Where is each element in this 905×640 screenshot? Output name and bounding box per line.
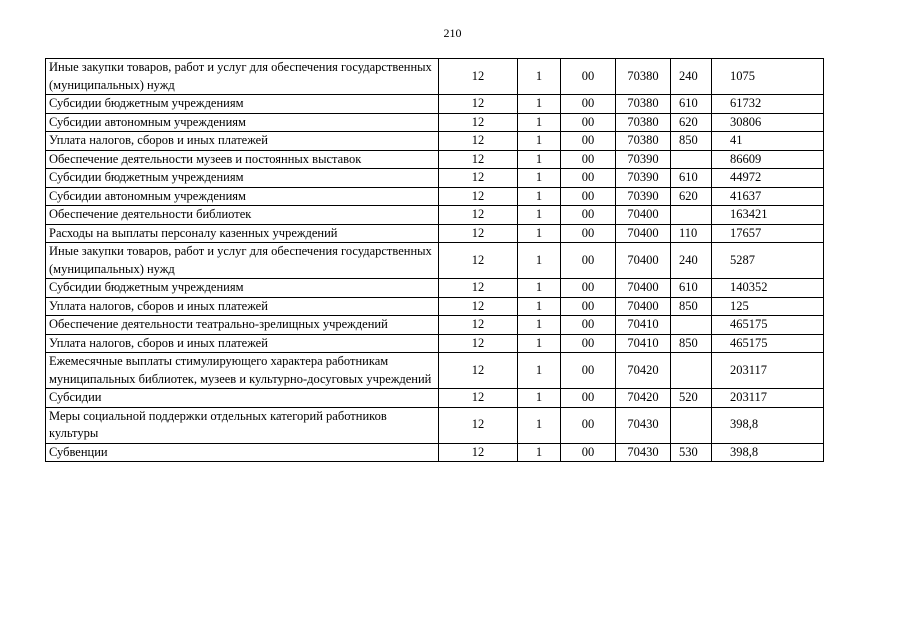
amount: 203117 xyxy=(712,353,824,389)
target-article-code: 70430 xyxy=(616,407,671,443)
amount: 398,8 xyxy=(712,443,824,462)
row-name: Субсидии бюджетным учреждениям xyxy=(46,279,439,298)
amount: 398,8 xyxy=(712,407,824,443)
table-body xyxy=(46,59,824,462)
row-name: Обеспечение деятельности театрально-зрелищных учреждений xyxy=(46,316,439,335)
row-name: Уплата налогов, сборов и иных платежей xyxy=(46,132,439,151)
target-article-code: 70410 xyxy=(616,316,671,335)
target-article-code: 70390 xyxy=(616,187,671,206)
row-name: Уплата налогов, сборов и иных платежей xyxy=(46,334,439,353)
program-code: 00 xyxy=(561,169,616,188)
expense-type-code: 850 xyxy=(671,132,712,151)
expense-type-code: 620 xyxy=(671,113,712,132)
amount: 41 xyxy=(712,132,824,151)
budget-table xyxy=(45,58,824,462)
subsection-code: 1 xyxy=(518,169,561,188)
amount: 163421 xyxy=(712,206,824,225)
program-code: 00 xyxy=(561,316,616,335)
table-row xyxy=(46,407,824,443)
table-row xyxy=(46,297,824,316)
row-name: Субвенции xyxy=(46,443,439,462)
section-code: 12 xyxy=(439,334,518,353)
expense-type-code: 530 xyxy=(671,443,712,462)
table-row xyxy=(46,169,824,188)
row-name: Уплата налогов, сборов и иных платежей xyxy=(46,297,439,316)
expense-type-code: 850 xyxy=(671,297,712,316)
section-code: 12 xyxy=(439,243,518,279)
row-name: Меры социальной поддержки отдельных категорий работников культуры xyxy=(46,407,439,443)
table-row xyxy=(46,243,824,279)
expense-type-code xyxy=(671,353,712,389)
table-row xyxy=(46,206,824,225)
section-code: 12 xyxy=(439,407,518,443)
program-code: 00 xyxy=(561,206,616,225)
expense-type-code xyxy=(671,407,712,443)
subsection-code: 1 xyxy=(518,279,561,298)
row-name: Иные закупки товаров, работ и услуг для обеспечения государственных (муниципальных) нужд xyxy=(46,59,439,95)
program-code: 00 xyxy=(561,150,616,169)
amount: 5287 xyxy=(712,243,824,279)
section-code: 12 xyxy=(439,297,518,316)
section-code: 12 xyxy=(439,279,518,298)
section-code: 12 xyxy=(439,206,518,225)
row-name: Обеспечение деятельности музеев и постоянных выставок xyxy=(46,150,439,169)
program-code: 00 xyxy=(561,334,616,353)
row-name: Ежемесячные выплаты стимулирующего характера работникам муниципальных библиотек, музеев и культурно-досуговых учреждений xyxy=(46,353,439,389)
subsection-code: 1 xyxy=(518,389,561,408)
amount: 465175 xyxy=(712,334,824,353)
subsection-code: 1 xyxy=(518,316,561,335)
table-row xyxy=(46,279,824,298)
program-code: 00 xyxy=(561,95,616,114)
row-name: Субсидии бюджетным учреждениям xyxy=(46,95,439,114)
section-code: 12 xyxy=(439,353,518,389)
amount: 203117 xyxy=(712,389,824,408)
row-name: Субсидии автономным учреждениям xyxy=(46,113,439,132)
section-code: 12 xyxy=(439,224,518,243)
expense-type-code: 240 xyxy=(671,59,712,95)
page-number: 210 xyxy=(443,26,462,40)
target-article-code: 70400 xyxy=(616,224,671,243)
subsection-code: 1 xyxy=(518,59,561,95)
subsection-code: 1 xyxy=(518,132,561,151)
subsection-code: 1 xyxy=(518,224,561,243)
amount: 41637 xyxy=(712,187,824,206)
amount: 465175 xyxy=(712,316,824,335)
table-row xyxy=(46,334,824,353)
table-row xyxy=(46,150,824,169)
section-code: 12 xyxy=(439,169,518,188)
subsection-code: 1 xyxy=(518,407,561,443)
row-name: Обеспечение деятельности библиотек xyxy=(46,206,439,225)
subsection-code: 1 xyxy=(518,150,561,169)
target-article-code: 70430 xyxy=(616,443,671,462)
target-article-code: 70410 xyxy=(616,334,671,353)
subsection-code: 1 xyxy=(518,243,561,279)
program-code: 00 xyxy=(561,59,616,95)
amount: 1075 xyxy=(712,59,824,95)
subsection-code: 1 xyxy=(518,443,561,462)
target-article-code: 70380 xyxy=(616,132,671,151)
amount: 125 xyxy=(712,297,824,316)
amount: 17657 xyxy=(712,224,824,243)
table-row xyxy=(46,59,824,95)
expense-type-code xyxy=(671,206,712,225)
section-code: 12 xyxy=(439,113,518,132)
target-article-code: 70390 xyxy=(616,169,671,188)
row-name: Субсидии бюджетным учреждениям xyxy=(46,169,439,188)
program-code: 00 xyxy=(561,224,616,243)
target-article-code: 70400 xyxy=(616,206,671,225)
program-code: 00 xyxy=(561,187,616,206)
subsection-code: 1 xyxy=(518,297,561,316)
target-article-code: 70400 xyxy=(616,279,671,298)
section-code: 12 xyxy=(439,132,518,151)
program-code: 00 xyxy=(561,113,616,132)
program-code: 00 xyxy=(561,132,616,151)
program-code: 00 xyxy=(561,279,616,298)
program-code: 00 xyxy=(561,353,616,389)
section-code: 12 xyxy=(439,59,518,95)
table-row xyxy=(46,443,824,462)
program-code: 00 xyxy=(561,389,616,408)
section-code: 12 xyxy=(439,150,518,169)
program-code: 00 xyxy=(561,443,616,462)
amount: 140352 xyxy=(712,279,824,298)
expense-type-code: 240 xyxy=(671,243,712,279)
program-code: 00 xyxy=(561,407,616,443)
program-code: 00 xyxy=(561,243,616,279)
table-row xyxy=(46,389,824,408)
expense-type-code: 110 xyxy=(671,224,712,243)
table-row xyxy=(46,187,824,206)
target-article-code: 70400 xyxy=(616,243,671,279)
target-article-code: 70380 xyxy=(616,59,671,95)
section-code: 12 xyxy=(439,95,518,114)
section-code: 12 xyxy=(439,187,518,206)
expense-type-code: 610 xyxy=(671,169,712,188)
section-code: 12 xyxy=(439,389,518,408)
amount: 44972 xyxy=(712,169,824,188)
expense-type-code: 520 xyxy=(671,389,712,408)
target-article-code: 70380 xyxy=(616,113,671,132)
table-row xyxy=(46,316,824,335)
table-row xyxy=(46,353,824,389)
expense-type-code xyxy=(671,316,712,335)
section-code: 12 xyxy=(439,443,518,462)
subsection-code: 1 xyxy=(518,187,561,206)
target-article-code: 70400 xyxy=(616,297,671,316)
row-name: Субсидии xyxy=(46,389,439,408)
row-name: Субсидии автономным учреждениям xyxy=(46,187,439,206)
subsection-code: 1 xyxy=(518,334,561,353)
program-code: 00 xyxy=(561,297,616,316)
subsection-code: 1 xyxy=(518,353,561,389)
table-row xyxy=(46,113,824,132)
target-article-code: 70380 xyxy=(616,95,671,114)
table-row xyxy=(46,132,824,151)
section-code: 12 xyxy=(439,316,518,335)
subsection-code: 1 xyxy=(518,113,561,132)
expense-type-code xyxy=(671,150,712,169)
amount: 30806 xyxy=(712,113,824,132)
expense-type-code: 850 xyxy=(671,334,712,353)
amount: 86609 xyxy=(712,150,824,169)
row-name: Расходы на выплаты персоналу казенных учреждений xyxy=(46,224,439,243)
table-row xyxy=(46,224,824,243)
subsection-code: 1 xyxy=(518,95,561,114)
expense-type-code: 610 xyxy=(671,279,712,298)
subsection-code: 1 xyxy=(518,206,561,225)
table-row xyxy=(46,95,824,114)
amount: 61732 xyxy=(712,95,824,114)
expense-type-code: 620 xyxy=(671,187,712,206)
target-article-code: 70420 xyxy=(616,353,671,389)
row-name: Иные закупки товаров, работ и услуг для обеспечения государственных (муниципальных) нужд xyxy=(46,243,439,279)
expense-type-code: 610 xyxy=(671,95,712,114)
target-article-code: 70420 xyxy=(616,389,671,408)
target-article-code: 70390 xyxy=(616,150,671,169)
